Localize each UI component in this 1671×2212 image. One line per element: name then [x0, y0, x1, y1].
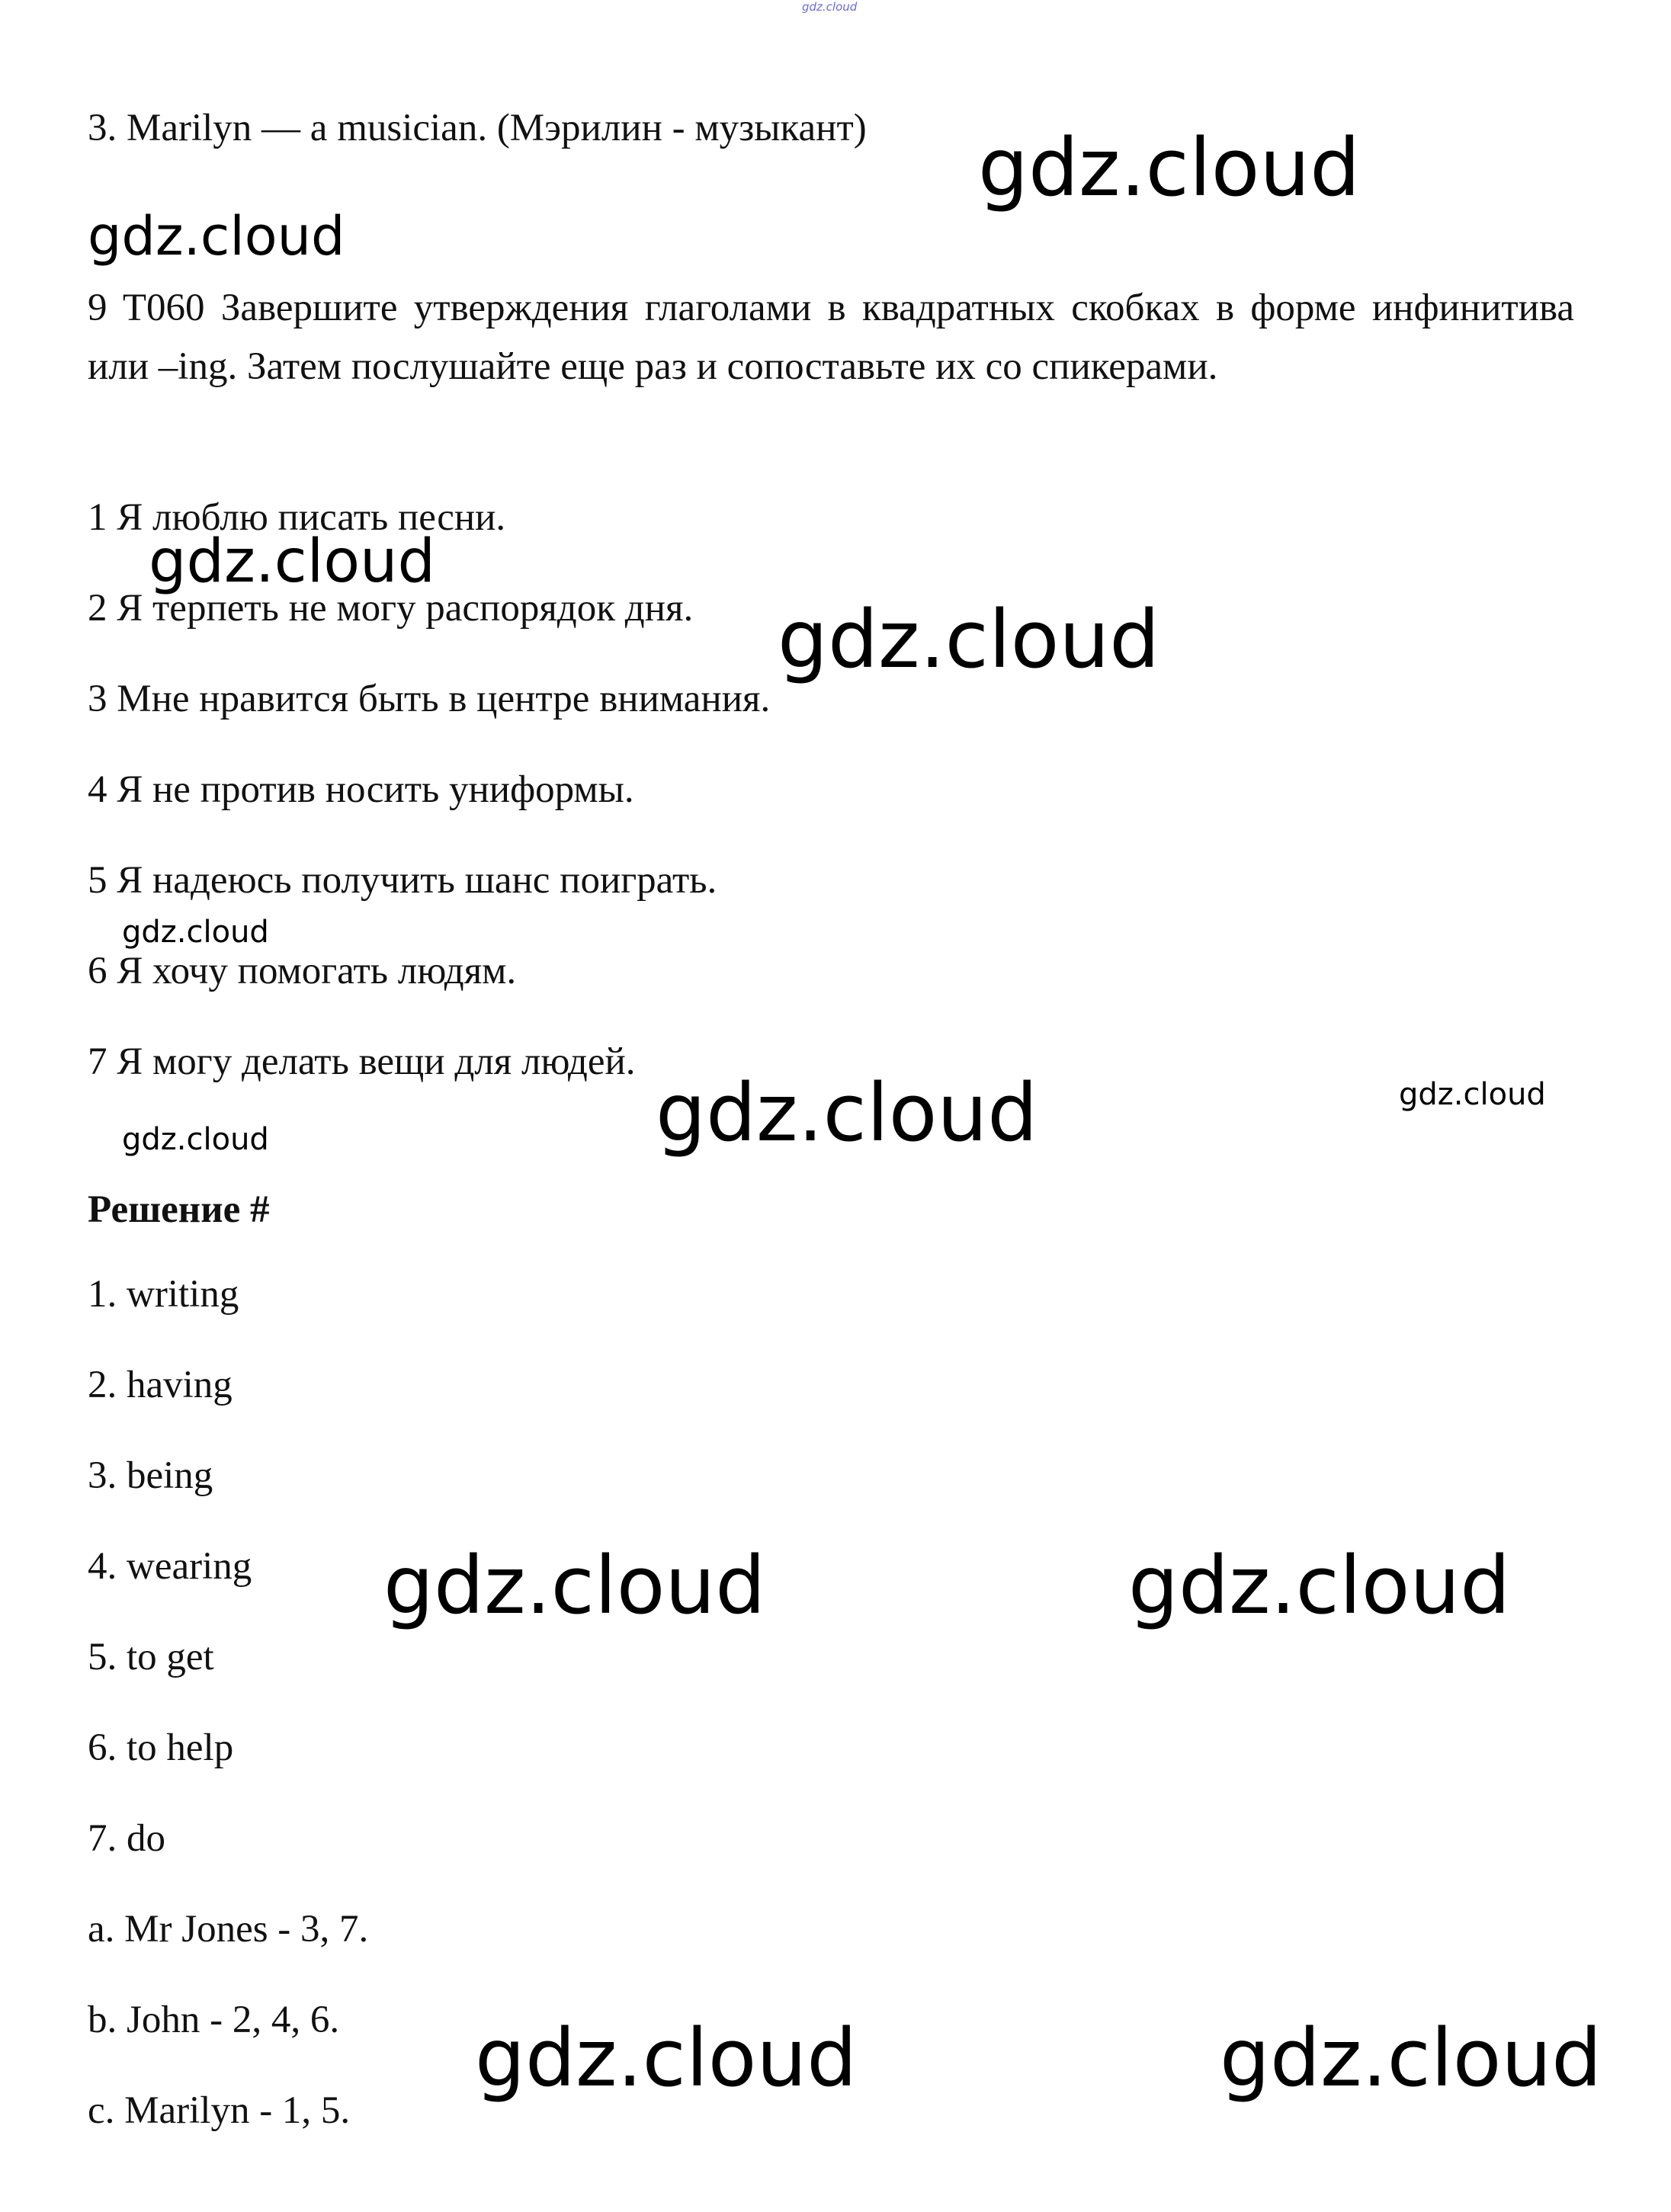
watermark: gdz.cloud — [383, 1539, 766, 1632]
answer-3: 3. being — [88, 1454, 213, 1497]
match-b: b. John - 2, 4, 6. — [88, 1999, 340, 2041]
answer-2: 2. having — [88, 1364, 233, 1406]
statement-4: 4 Я не против носить униформы. — [88, 768, 634, 811]
statement-2: 2 Я терпеть не могу распорядок дня. — [88, 587, 694, 630]
watermark: gdz.cloud — [122, 1122, 269, 1157]
watermark: gdz.cloud — [778, 593, 1160, 686]
watermark: gdz.cloud — [1128, 1539, 1511, 1632]
statement-6: 6 Я хочу помогать людям. — [88, 950, 517, 992]
watermark: gdz.cloud — [656, 1066, 1038, 1159]
watermark: gdz.cloud — [149, 527, 435, 596]
watermark: gdz.cloud — [88, 205, 345, 268]
answer-7: 7. do — [88, 1817, 165, 1860]
answer-5: 5. to get — [88, 1636, 214, 1678]
statement-3: 3 Мне нравится быть в центре внимания. — [88, 678, 771, 720]
watermark: gdz.cloud — [122, 915, 269, 950]
solution-heading: Решение # — [88, 1188, 270, 1231]
top-watermark: gdz.cloud — [802, 0, 858, 14]
watermark: gdz.cloud — [1220, 2012, 1602, 2105]
answer-4: 4. wearing — [88, 1545, 252, 1588]
match-c: c. Marilyn - 1, 5. — [88, 2089, 351, 2132]
statement-7: 7 Я могу делать вещи для людей. — [88, 1040, 636, 1083]
watermark: gdz.cloud — [475, 2012, 858, 2105]
intro-line: 3. Marilyn — a musician. (Мэрилин - музыкант) — [88, 107, 867, 149]
watermark: gdz.cloud — [1399, 1077, 1546, 1112]
statement-5: 5 Я надеюсь получить шанс поиграть. — [88, 859, 717, 902]
watermark: gdz.cloud — [978, 121, 1361, 214]
statement-1: 1 Я люблю писать песни. — [88, 496, 506, 539]
answer-6: 6. to help — [88, 1726, 234, 1769]
match-a: a. Mr Jones - 3, 7. — [88, 1908, 369, 1951]
answer-1: 1. writing — [88, 1273, 239, 1316]
task-paragraph: 9 T060 Завершите утверждения глаголами в квадратных скобках в форме инфинитива или –ing. Затем послушайте еще раз и сопоставьте их со спикерами. — [88, 287, 1574, 388]
